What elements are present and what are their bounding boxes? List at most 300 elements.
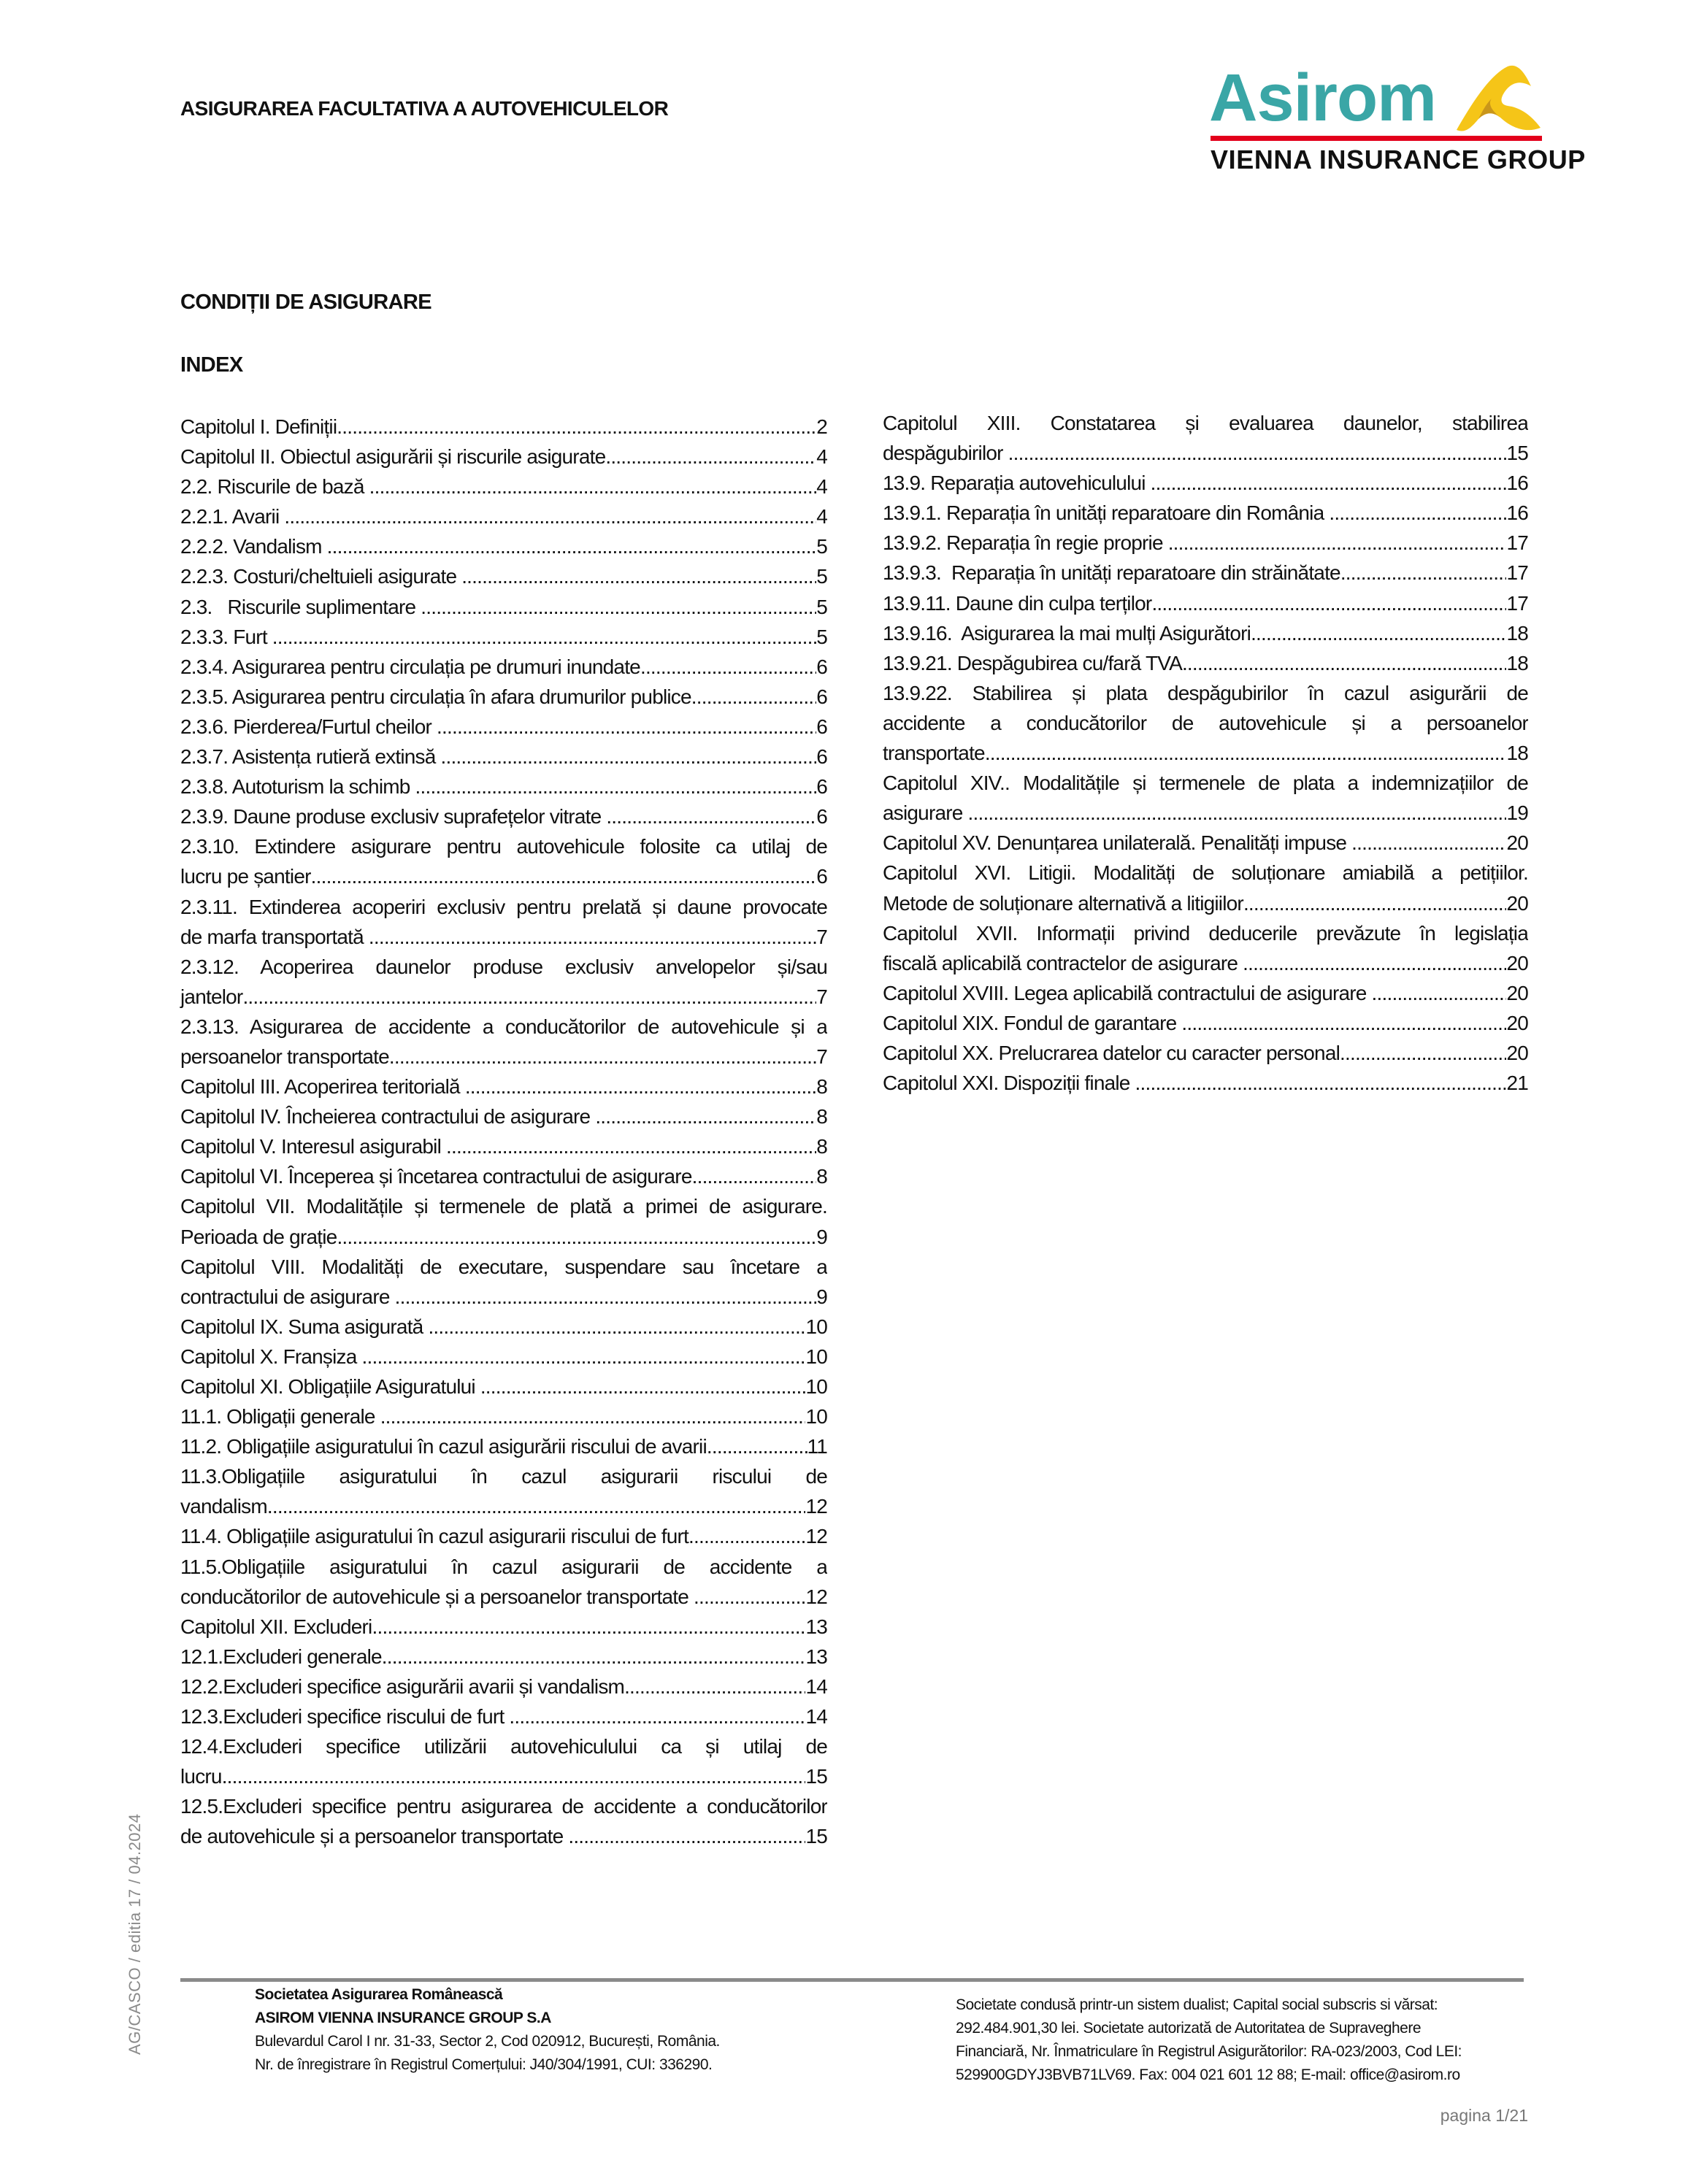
- toc-entry[interactable]: [180, 1342, 827, 1372]
- toc-entry-text: 2.3.4. Asigurarea pentru circulația pe drumuri inundate: [180, 655, 640, 678]
- toc-entry-text: fiscală aplicabilă contractelor de asigurare: [883, 951, 1243, 974]
- page-number: pagina 1/21: [1440, 2106, 1528, 2125]
- toc-entry-line: [180, 1791, 827, 1821]
- toc-entry-text: 2.3. Riscurile suplimentare: [180, 595, 421, 618]
- index-title: INDEX: [180, 353, 243, 377]
- dot-leader: [1251, 618, 1506, 648]
- toc-entry-text: Capitolul XIV.. Modalitățile și termenele de plata a indemnizațiilor de: [883, 772, 1528, 795]
- dot-leader: [968, 798, 1507, 828]
- toc-entry-text: de marfa transportată: [180, 925, 369, 948]
- toc-entry[interactable]: [883, 1038, 1528, 1068]
- toc-entry-last-line: [180, 1582, 827, 1612]
- toc-entry-last-line: [883, 528, 1528, 558]
- toc-entry[interactable]: [883, 828, 1528, 858]
- toc-entry-last-line: [180, 712, 827, 742]
- toc-entry[interactable]: [180, 1131, 827, 1161]
- dot-leader: [1243, 948, 1506, 978]
- toc-entry-text: Capitolul II. Obiectul asigurării și riscurile asigurate: [180, 445, 606, 469]
- toc-page-number: 2: [816, 415, 827, 438]
- dot-leader: [372, 1612, 805, 1642]
- toc-page-number: 15: [1506, 442, 1528, 465]
- toc-entry-text: 11.5.Obligațiile asiguratului în cazul asigurarii de accidente a: [180, 1555, 827, 1578]
- toc-entry-text: conducătorilor de autovehicule și a persoanelor transportate: [180, 1585, 694, 1608]
- dot-leader: [1181, 1008, 1506, 1038]
- toc-entry[interactable]: [883, 858, 1528, 918]
- dot-leader: [415, 772, 817, 801]
- footer-company-legal-name: ASIROM VIENNA INSURANCE GROUP S.A: [255, 2010, 551, 2026]
- toc-entry-text: lucru: [180, 1765, 222, 1788]
- toc-page-number: 20: [1506, 951, 1528, 974]
- toc-page-number: 20: [1506, 831, 1528, 855]
- toc-entry[interactable]: [883, 768, 1528, 828]
- toc-entry-text: Capitolul XX. Prelucrarea datelor cu caracter personal: [883, 1041, 1340, 1064]
- edition-code: AG/CASCO / editia 17 / 04.2024: [126, 1813, 144, 2055]
- toc-entry-last-line: [180, 1282, 827, 1312]
- toc-entry-text: Perioada de grație: [180, 1225, 337, 1248]
- toc-entry-text: Capitolul VII. Modalitățile și termenele de plată a primei de asigurare.: [180, 1195, 827, 1218]
- toc-entry[interactable]: [180, 772, 827, 801]
- toc-entry-last-line: [180, 1222, 827, 1252]
- toc-entry[interactable]: [180, 1161, 827, 1191]
- toc-entry-line: [180, 892, 827, 922]
- dot-leader: [272, 622, 816, 652]
- toc-entry-text: 2.3.8. Autoturism la schimb: [180, 775, 415, 799]
- toc-entry-text: 13.9.3. Reparația în unități reparatoare din străinătate: [883, 561, 1340, 585]
- toc-entry-text: Capitolul I. Definiții: [180, 415, 337, 438]
- toc-entry[interactable]: [180, 712, 827, 742]
- dot-leader: [327, 531, 817, 561]
- asirom-logo: [1205, 57, 1586, 181]
- toc-entry-text: despăgubirilor: [883, 442, 1008, 465]
- toc-entry[interactable]: [883, 1068, 1528, 1098]
- toc-entry-text: 13.9.16. Asigurarea la mai mulți Asigurători: [883, 621, 1251, 645]
- toc-entry-text: 13.9.2. Reparația în regie proprie: [883, 531, 1168, 555]
- toc-entry-last-line: [883, 1068, 1528, 1098]
- toc-entry-last-line: [180, 1101, 827, 1131]
- toc-entry-text: 12.2.Excluderi specifice asigurării avarii și vandalism: [180, 1674, 625, 1698]
- toc-page-number: 8: [816, 1075, 827, 1099]
- toc-page-number: 6: [816, 655, 827, 678]
- toc-entry[interactable]: [180, 1612, 827, 1642]
- toc-entry-last-line: [883, 588, 1528, 618]
- toc-entry-last-line: [180, 412, 827, 442]
- toc-entry[interactable]: [883, 588, 1528, 618]
- toc-entry-last-line: [180, 442, 827, 472]
- toc-entry[interactable]: [180, 892, 827, 952]
- toc-entry-text: 2.3.13. Asigurarea de accidente a conducătorilor de autovehicule și a: [180, 1015, 827, 1038]
- toc-page-number: 6: [816, 865, 827, 888]
- toc-entry-text: Capitolul XIII. Constatarea și evaluarea daunelor, stabilirea: [883, 412, 1528, 434]
- toc-entry-text: 13.9.22. Stabilirea și plata despăgubirilor în cazul asigurării de: [883, 681, 1528, 704]
- dot-leader: [509, 1702, 805, 1731]
- toc-entry-last-line: [180, 682, 827, 712]
- toc-entry[interactable]: [180, 472, 827, 501]
- dot-leader: [605, 442, 816, 472]
- toc-entry-text: 2.3.9. Daune produse exclusiv suprafețelor vitrate: [180, 805, 607, 828]
- toc-entry[interactable]: [180, 1552, 827, 1612]
- toc-entry-line: [180, 952, 827, 982]
- toc-entry-last-line: [180, 472, 827, 501]
- dot-leader: [222, 1761, 806, 1791]
- toc-entry-last-line: [180, 801, 827, 831]
- toc-entry[interactable]: [180, 412, 827, 442]
- toc-page-number: 19: [1506, 801, 1528, 825]
- toc-page-number: 14: [805, 1705, 827, 1729]
- toc-page-number: 8: [816, 1105, 827, 1128]
- toc-entry-text: Capitolul XI. Obligațiile Asiguratului: [180, 1375, 480, 1398]
- logo-wordmark: Asirom: [1209, 61, 1436, 135]
- toc-entry-last-line: [180, 531, 827, 561]
- toc-entry[interactable]: [180, 622, 827, 652]
- dot-leader: [985, 738, 1507, 768]
- toc-page-number: 20: [1506, 1041, 1528, 1064]
- toc-page-number: 20: [1506, 981, 1528, 1004]
- toc-entry-text: 13.9.11. Daune din culpa terților: [883, 591, 1152, 615]
- toc-entry-last-line: [883, 1008, 1528, 1038]
- toc-entry-last-line: [883, 828, 1528, 858]
- toc-page-number: 10: [805, 1405, 827, 1429]
- dot-leader: [1340, 558, 1507, 588]
- toc-entry[interactable]: [180, 682, 827, 712]
- toc-entry-text: 11.4. Obligațiile asiguratului în cazul asigurarii riscului de furt: [180, 1525, 689, 1548]
- section-title: CONDIȚII DE ASIGURARE: [180, 291, 432, 314]
- toc-page-number: 10: [805, 1315, 827, 1338]
- toc-page-number: 16: [1506, 472, 1528, 495]
- toc-entry-last-line: [180, 1431, 827, 1461]
- toc-entry-last-line: [180, 652, 827, 682]
- dot-leader: [1008, 438, 1507, 468]
- toc-entry-last-line: [180, 1131, 827, 1161]
- toc-page-number: 10: [805, 1375, 827, 1398]
- toc-page-number: 12: [805, 1525, 827, 1548]
- toc-page-number: 18: [1506, 621, 1528, 645]
- toc-entry-text: 12.1.Excluderi generale: [180, 1645, 382, 1668]
- toc-entry-text: accidente a conducătorilor de autovehicule și a persoanelor: [883, 711, 1528, 734]
- toc-entry-line: [883, 918, 1528, 948]
- dot-leader: [1182, 648, 1507, 678]
- toc-entry[interactable]: [180, 501, 827, 531]
- toc-entry-last-line: [180, 1161, 827, 1191]
- dot-leader: [692, 1161, 817, 1191]
- toc-page-number: 21: [1506, 1072, 1528, 1095]
- toc-entry-text: Capitolul IV. Încheierea contractului de asigurare: [180, 1105, 596, 1128]
- toc-page-number: 4: [816, 445, 827, 469]
- toc-entry[interactable]: [883, 978, 1528, 1008]
- footer-legal-line: 529900GDYJ3BVB71LV69. Fax: 004 021 601 12 88; E-mail: office@asirom.ro: [956, 2066, 1460, 2083]
- toc-entry-last-line: [180, 772, 827, 801]
- dot-leader: [389, 1042, 816, 1072]
- toc-page-number: 16: [1506, 501, 1528, 525]
- toc-entry-last-line: [180, 1761, 827, 1791]
- toc-entry-text: vandalism: [180, 1495, 267, 1518]
- dot-leader: [606, 801, 816, 831]
- toc-entry-text: 2.3.12. Acoperirea daunelor produse exclusiv anvelopelor și/sau: [180, 955, 827, 978]
- toc-entry[interactable]: [883, 1008, 1528, 1038]
- toc-entry-text: Capitolul XVI. Litigii. Modalități de soluționare amiabilă a petițiilor.: [883, 861, 1528, 885]
- footer-legal-line: Societate condusă printr-un sistem dualist; Capital social subscris si vărsat:: [956, 1996, 1438, 2013]
- toc-entry-text: 2.3.3. Furt: [180, 625, 272, 648]
- toc-page-number: 11: [807, 1435, 827, 1458]
- toc-entry-last-line: [883, 438, 1528, 468]
- dot-leader: [465, 1072, 816, 1101]
- toc-entry-last-line: [180, 922, 827, 952]
- toc-entry-last-line: [883, 618, 1528, 648]
- dot-leader: [1243, 888, 1507, 918]
- dot-leader: [707, 1431, 807, 1461]
- dot-leader: [337, 412, 816, 442]
- dot-leader: [694, 1582, 805, 1612]
- toc-entry[interactable]: [180, 531, 827, 561]
- toc-page-number: 4: [816, 505, 827, 528]
- toc-entry-text: Metode de soluționare alternativă a litigiilor: [883, 891, 1243, 915]
- toc-entry-text: 2.2.2. Vandalism: [180, 535, 327, 558]
- dot-leader: [480, 1372, 806, 1401]
- dot-leader: [337, 1222, 816, 1252]
- toc-entry-line: [883, 708, 1528, 738]
- toc-page-number: 7: [816, 925, 827, 948]
- toc-entry[interactable]: [180, 1672, 827, 1702]
- toc-entry-text: 11.3.Obligațiile asiguratului în cazul asigurarii riscului de: [180, 1465, 827, 1488]
- toc-entry-text: Capitolul XXI. Dispoziții finale: [883, 1072, 1135, 1095]
- toc-entry-last-line: [883, 1038, 1528, 1068]
- toc-entry[interactable]: [180, 1731, 827, 1791]
- toc-entry-last-line: [180, 592, 827, 622]
- toc-entry[interactable]: [883, 528, 1528, 558]
- toc-page-number: 5: [816, 595, 827, 618]
- toc-page-number: 6: [816, 775, 827, 799]
- dot-leader: [1340, 1038, 1506, 1068]
- toc-entry[interactable]: [180, 1312, 827, 1342]
- toc-entry-last-line: [180, 1612, 827, 1642]
- footer-divider: [180, 1978, 1524, 1982]
- toc-entry-last-line: [883, 738, 1528, 768]
- toc-entry-last-line: [180, 1821, 827, 1851]
- toc-entry-text: Capitolul X. Franșiza: [180, 1345, 362, 1368]
- dot-leader: [1351, 828, 1506, 858]
- toc-entry-last-line: [180, 742, 827, 772]
- toc-entry-line: [883, 678, 1528, 708]
- dot-leader: [595, 1101, 816, 1131]
- dot-leader: [395, 1282, 817, 1312]
- toc-page-number: 14: [805, 1674, 827, 1698]
- toc-entry[interactable]: [180, 1702, 827, 1731]
- toc-entry-line: [883, 768, 1528, 798]
- dot-leader: [242, 982, 816, 1012]
- dot-leader: [380, 1401, 806, 1431]
- toc-entry-text: 11.2. Obligațiile asiguratului în cazul asigurării riscului de avarii: [180, 1435, 707, 1458]
- dot-leader: [691, 682, 816, 712]
- toc-page-number: 6: [816, 715, 827, 738]
- dot-leader: [1168, 528, 1507, 558]
- toc-left-column: [180, 412, 827, 1852]
- toc-page-number: 7: [816, 1045, 827, 1068]
- toc-page-number: 17: [1506, 591, 1528, 615]
- toc-page-number: 4: [816, 475, 827, 499]
- toc-page-number: 10: [805, 1345, 827, 1368]
- toc-entry-text: 2.2.1. Avarii: [180, 505, 285, 528]
- toc-entry-line: [180, 1552, 827, 1582]
- toc-entry[interactable]: [180, 561, 827, 591]
- toc-entry-text: jantelor: [180, 985, 243, 1008]
- toc-entry-text: Capitolul V. Interesul asigurabil: [180, 1135, 446, 1158]
- toc-entry-text: Capitolul XIX. Fondul de garantare: [883, 1011, 1182, 1034]
- toc-entry[interactable]: [180, 592, 827, 622]
- toc-entry[interactable]: [883, 618, 1528, 648]
- dot-leader: [640, 652, 816, 682]
- dot-leader: [1372, 978, 1507, 1008]
- toc-entry[interactable]: [180, 742, 827, 772]
- logo-red-bar: [1211, 136, 1542, 141]
- toc-page-number: 13: [805, 1645, 827, 1668]
- toc-entry[interactable]: [883, 648, 1528, 678]
- toc-page-number: 8: [816, 1165, 827, 1188]
- toc-entry[interactable]: [180, 1791, 827, 1851]
- toc-entry-last-line: [180, 1521, 827, 1551]
- toc-entry-last-line: [180, 982, 827, 1012]
- toc-entry-text: Capitolul VIII. Modalități de executare, suspendare sau încetare a: [180, 1255, 827, 1278]
- toc-entry-line: [180, 1012, 827, 1042]
- dot-leader: [382, 1642, 806, 1672]
- toc-entry-text: Capitolul XII. Excluderi: [180, 1615, 372, 1638]
- toc-entry-text: 2.2. Riscurile de bază: [180, 475, 369, 499]
- toc-entry[interactable]: [180, 1401, 827, 1431]
- toc-entry[interactable]: [180, 1191, 827, 1251]
- toc-entry-last-line: [180, 1491, 827, 1521]
- footer-registration: Nr. de înregistrare în Registrul Comerțului: J40/304/1991, CUI: 336290.: [255, 2056, 713, 2073]
- toc-entry[interactable]: [180, 1012, 827, 1072]
- toc-entry-last-line: [180, 1342, 827, 1372]
- dot-leader: [461, 561, 816, 591]
- toc-entry-last-line: [180, 1401, 827, 1431]
- toc-entry-text: 12.5.Excluderi specifice pentru asigurarea de accidente a conducătorilor: [180, 1795, 827, 1818]
- dot-leader: [284, 501, 816, 531]
- toc-page-number: 13: [805, 1615, 827, 1638]
- toc-page-number: 8: [816, 1135, 827, 1158]
- toc-entry-line: [180, 1461, 827, 1491]
- toc-page-number: 15: [805, 1825, 827, 1848]
- toc-entry-text: 2.3.6. Pierderea/Furtul cheilor: [180, 715, 437, 738]
- toc-page-number: 17: [1506, 531, 1528, 555]
- logo-tagline: VIENNA INSURANCE GROUP: [1211, 145, 1586, 174]
- toc-page-number: 9: [816, 1285, 827, 1308]
- toc-page-number: 7: [816, 985, 827, 1008]
- footer-legal-info: [956, 1993, 1462, 2087]
- toc-page-number: 20: [1506, 891, 1528, 915]
- toc-entry[interactable]: [180, 1431, 827, 1461]
- dot-leader: [1151, 588, 1506, 618]
- dot-leader: [369, 472, 817, 501]
- toc-page-number: 18: [1506, 651, 1528, 674]
- toc-entry-line: [180, 1252, 827, 1282]
- dot-leader: [1135, 1068, 1507, 1098]
- toc-entry[interactable]: [180, 952, 827, 1012]
- toc-entry-text: Capitolul XV. Denunțarea unilaterală. Penalități impuse: [883, 831, 1352, 855]
- toc-entry-line: [883, 858, 1528, 888]
- toc-entry[interactable]: [883, 408, 1528, 468]
- toc-entry-text: 2.3.11. Extinderea acoperiri exclusiv pentru prelată și daune provocate: [180, 895, 827, 918]
- toc-entry[interactable]: [883, 558, 1528, 588]
- toc-entry-last-line: [180, 1372, 827, 1401]
- toc-entry[interactable]: [883, 468, 1528, 498]
- footer-legal-line: 292.484.901,30 lei. Societate autorizată de Autoritatea de Supraveghere: [956, 2020, 1421, 2037]
- logo-swoosh-icon: [1449, 61, 1544, 141]
- toc-entry-text: 13.9. Reparația autovehiculului: [883, 472, 1151, 495]
- document-header-title: ASIGURAREA FACULTATIVA A AUTOVEHICULELOR: [180, 97, 669, 120]
- dot-leader: [688, 1521, 805, 1551]
- toc-page-number: 18: [1506, 742, 1528, 765]
- toc-entry-text: Capitolul IX. Suma asigurată: [180, 1315, 429, 1338]
- toc-entry-text: 11.1. Obligații generale: [180, 1405, 380, 1429]
- toc-entry-last-line: [180, 622, 827, 652]
- toc-entry-last-line: [883, 798, 1528, 828]
- toc-page-number: 12: [805, 1495, 827, 1518]
- toc-page-number: 12: [805, 1585, 827, 1608]
- toc-entry[interactable]: [883, 678, 1528, 768]
- toc-entry-text: asigurare: [883, 801, 968, 825]
- toc-entry-last-line: [883, 498, 1528, 528]
- toc-entry[interactable]: [180, 1642, 827, 1672]
- toc-entry-last-line: [180, 1672, 827, 1702]
- toc-entry[interactable]: [180, 801, 827, 831]
- toc-entry[interactable]: [180, 1252, 827, 1312]
- toc-entry[interactable]: [180, 1521, 827, 1551]
- toc-entry-line: [180, 1731, 827, 1761]
- dot-leader: [624, 1672, 805, 1702]
- dot-leader: [440, 742, 816, 772]
- toc-page-number: 6: [816, 685, 827, 708]
- toc-entry[interactable]: [883, 498, 1528, 528]
- dot-leader: [1151, 468, 1507, 498]
- toc-entry-text: contractului de asigurare: [180, 1285, 395, 1308]
- toc-entry-last-line: [180, 561, 827, 591]
- toc-entry[interactable]: [883, 918, 1528, 978]
- toc-entry-line: [180, 1191, 827, 1221]
- toc-entry[interactable]: [180, 831, 827, 891]
- dot-leader: [428, 1312, 805, 1342]
- toc-entry[interactable]: [180, 1072, 827, 1101]
- toc-entry[interactable]: [180, 652, 827, 682]
- footer-legal-line: Financiară, Nr. Înmatriculare în Registrul Asigurătorilor: RA-023/2003, Cod LEI:: [956, 2043, 1462, 2060]
- dot-leader: [311, 861, 817, 891]
- toc-entry[interactable]: [180, 1372, 827, 1401]
- toc-entry-text: transportate: [883, 742, 985, 765]
- toc-entry-text: persoanelor transportate: [180, 1045, 389, 1068]
- toc-page-number: 6: [816, 745, 827, 769]
- toc-entry-text: 13.9.21. Despăgubirea cu/fară TVA: [883, 651, 1182, 674]
- toc-entry[interactable]: [180, 1101, 827, 1131]
- toc-entry[interactable]: [180, 442, 827, 472]
- dot-leader: [421, 592, 816, 622]
- toc-entry-last-line: [180, 501, 827, 531]
- toc-entry-line: [883, 408, 1528, 438]
- toc-page-number: 5: [816, 565, 827, 588]
- toc-entry-last-line: [180, 1702, 827, 1731]
- footer-company-info: [255, 1983, 720, 2077]
- toc-entry-text: 2.3.10. Extindere asigurare pentru autovehicule folosite ca utilaj de: [180, 835, 827, 858]
- toc-entry-last-line: [883, 978, 1528, 1008]
- toc-entry-text: lucru pe șantier: [180, 865, 311, 888]
- toc-entry-last-line: [180, 1042, 827, 1072]
- toc-page-number: 9: [816, 1225, 827, 1248]
- footer-company-name: Societatea Asigurarea Românească: [255, 1986, 503, 2003]
- toc-entry-text: 2.2.3. Costuri/cheltuieli asigurate: [180, 565, 462, 588]
- dot-leader: [568, 1821, 805, 1851]
- toc-entry[interactable]: [180, 1461, 827, 1521]
- toc-entry-last-line: [180, 1312, 827, 1342]
- toc-entry-text: Capitolul VI. Începerea și încetarea contractului de asigurare: [180, 1165, 692, 1188]
- toc-entry-line: [180, 831, 827, 861]
- toc-entry-last-line: [883, 888, 1528, 918]
